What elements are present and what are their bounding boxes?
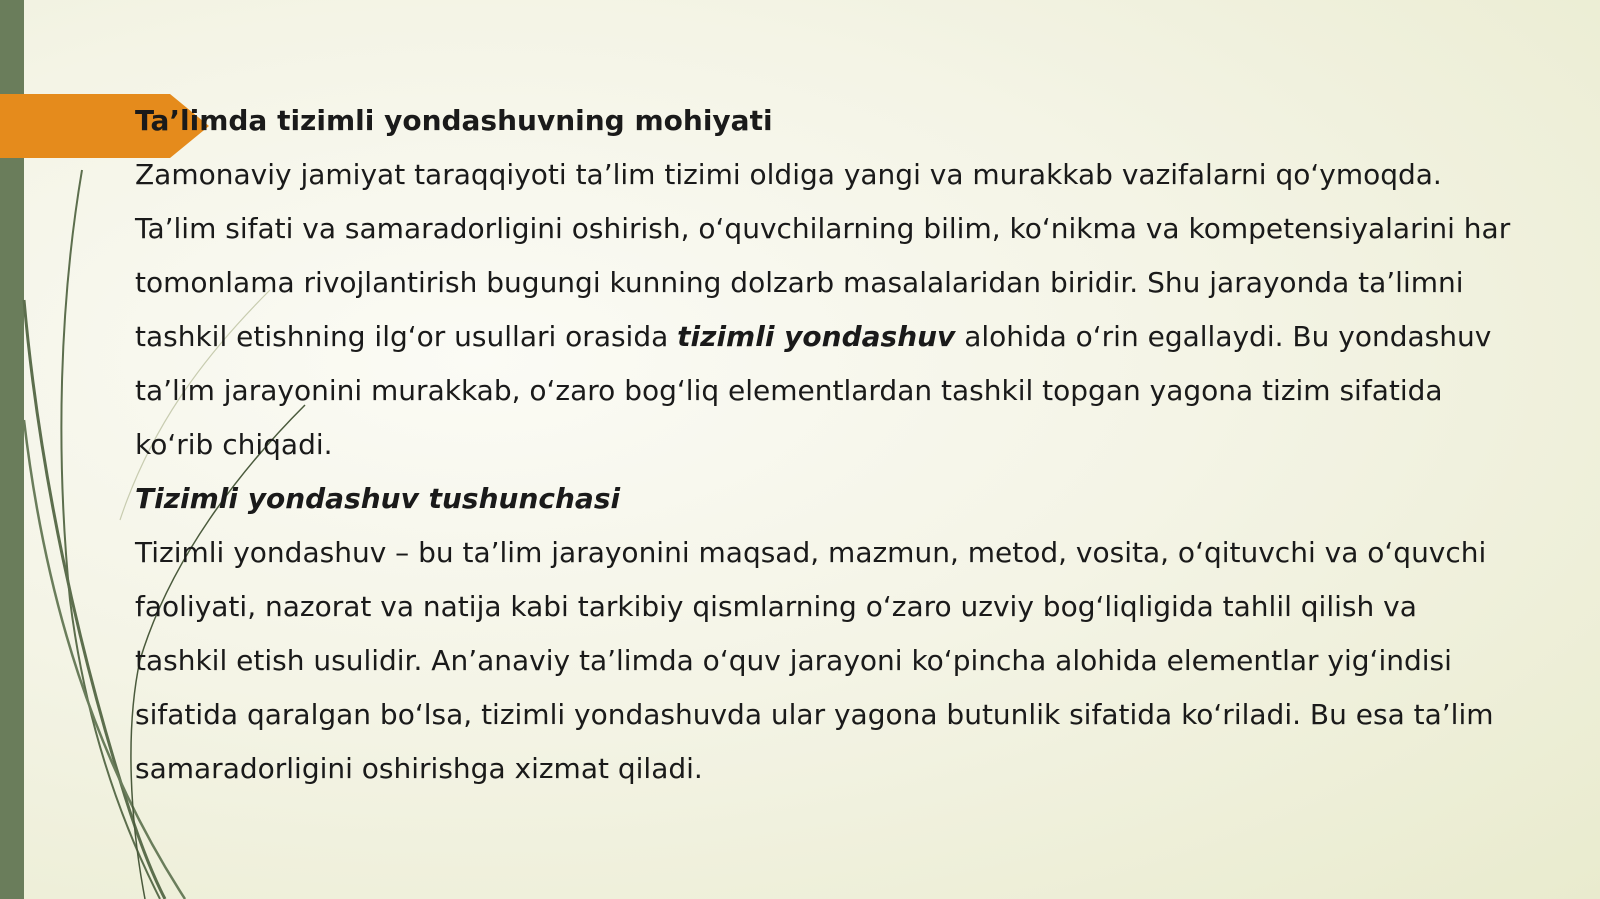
section-subtitle: Tizimli yondashuv tushunchasi <box>135 482 621 515</box>
slide-title: Ta’limda tizimli yondashuvning mohiyati <box>135 104 773 137</box>
definition-paragraph: Tizimli yondashuv – bu ta’lim jarayonini maqsad, mazmun, metod, vosita, o‘qituvchi va o‘quvchi faoliyati, nazorat va natija kabi tarkibiy qismlarning o‘zaro uzviy bog‘liqligida tahlil qilish va tashkil etish usulidir. An’anaviy ta’limda o‘quv jarayoni ko‘pincha alohida elementlar yig‘indisi sifatida qaralgan bo‘lsa, tizimli yondashuvda ular yagona butunlik sifatida ko‘riladi. Bu esa ta’lim samaradorligini oshirishga xizmat qiladi. <box>135 536 1494 785</box>
intro-paragraph <box>135 148 1515 472</box>
intro-text-end: alohida o‘rin egallaydi. Bu yondashuv ta’lim jarayonini murakkab, o‘zaro bog‘liq elementlardan tashkil topgan yagona tizim sifatida ko‘rib chiqadi. <box>135 320 1492 461</box>
slide-content <box>135 94 1515 796</box>
intro-emphasis: tizimli yondashuv <box>677 320 956 353</box>
intro-text-start: Zamonaviy jamiyat taraqqiyoti ta’lim tizimi oldiga yangi va murakkab vazifalarni qo‘ymoqda. Ta’lim sifati va samaradorligini oshirish, o‘quvchilarning bilim, ko‘nikma va kompetensiyalarini har tomonlama rivojlantirish bugungi kunning dolzarb masalalaridan biridir. Shu jarayonda ta’limni tashkil etishning ilg‘or usullari orasida <box>135 158 1511 353</box>
